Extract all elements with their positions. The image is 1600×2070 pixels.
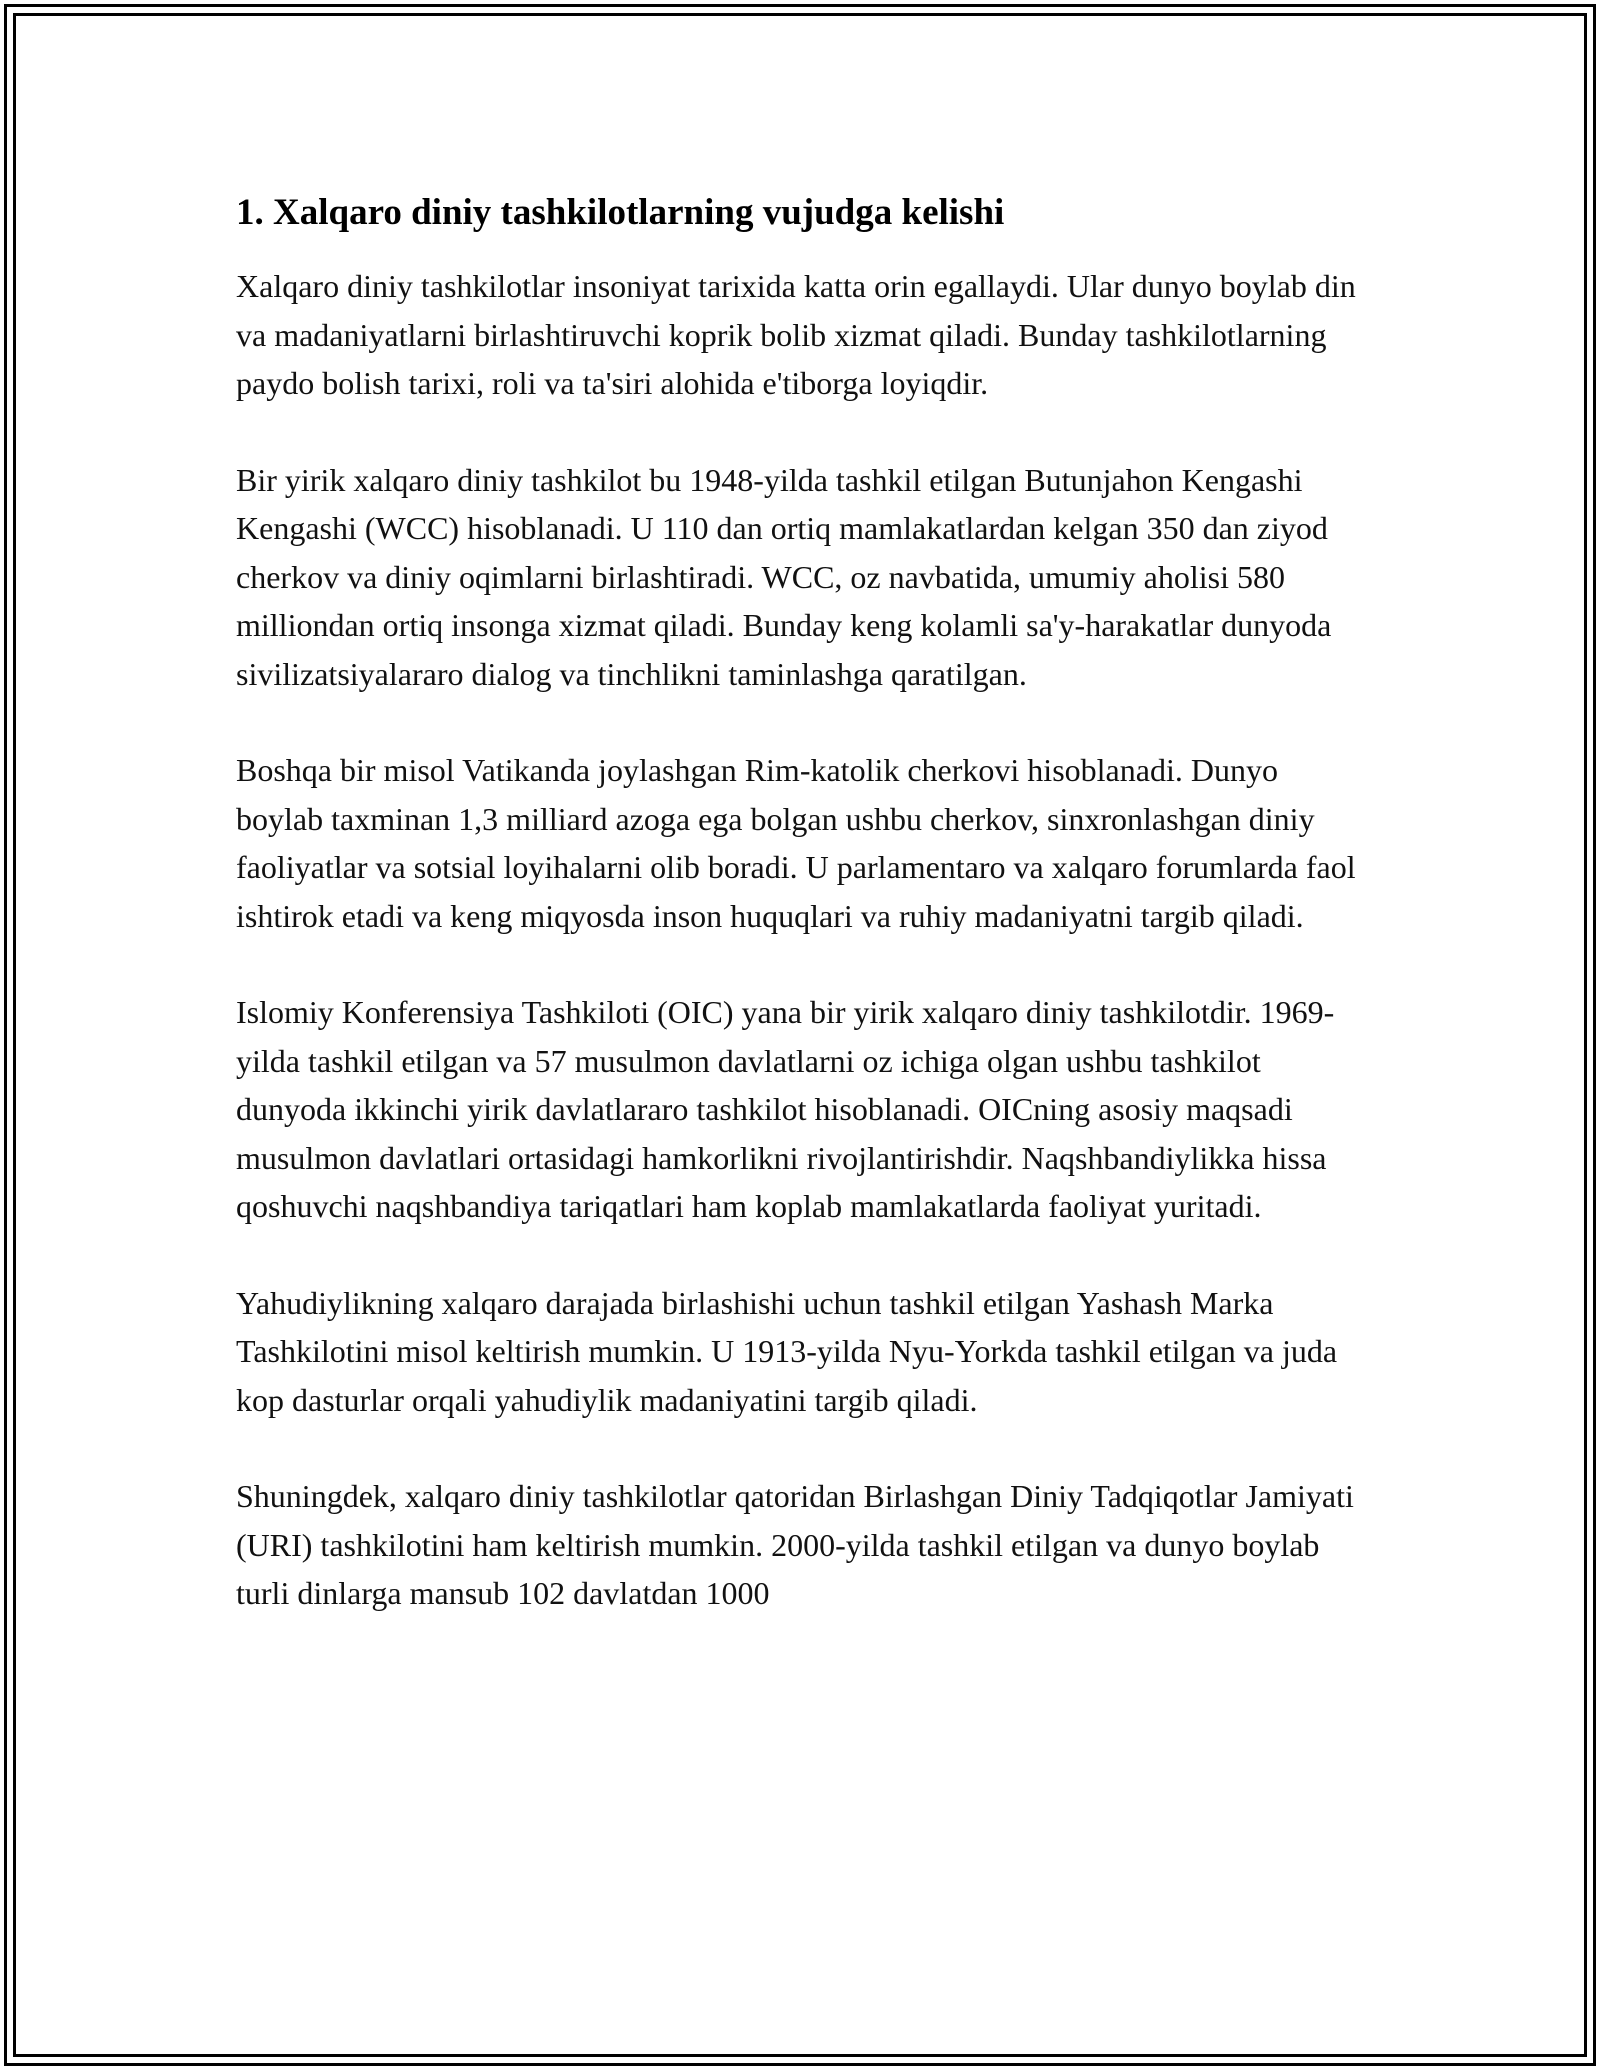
paragraph-5: Yahudiylikning xalqaro darajada birlashishi uchun tashkil etilgan Yashash Marka Tashkilotini misol keltirish mumkin. U 1913-yilda Nyu-Yorkda tashkil etilgan va juda kop dasturlar orqali yahudiylik madaniyatini targib qiladi. <box>236 1284 1338 1418</box>
paragraph-1: Xalqaro diniy tashkilotlar insoniyat tarixida katta orin egallaydi. Ular dunyo boylab din va madaniyatlarni birlashtiruvchi koprik bolib xizmat qiladi. Bunday tashkilotlarning paydo bolish tarixi, roli va ta'siri alohida e'tiborga loyiqdir. <box>236 268 1356 401</box>
paragraph-3: Boshqa bir misol Vatikanda joylashgan Rim-katolik cherkovi hisoblanadi. Dunyo boylab taxminan 1,3 milliard azoga ega bolgan ushbu cherkov, sinxronlashgan diniy faoliyatlar va sotsial loyihalarni olib boradi. U parlamentaro va xalqaro forumlarda faol ishtirok etadi va keng miqyosda inson huquqlari va ruhiy madaniyatni targib qiladi. <box>236 752 1356 934</box>
paragraph-2: Bir yirik xalqaro diniy tashkilot bu 1948-yilda tashkil etilgan Butunjahon Kengashi Kengashi (WCC) hisoblanadi. U 110 dan ortiq mamlakatlardan kelgan 350 dan ziyod cherkov va diniy oqimlarni birlashtiradi. WCC, oz navbatida, umumiy aholisi 580 milliondan ortiq insonga xizmat qiladi. Bunday keng kolamli sa'y-harakatlar dunyoda sivilizatsiyalararo dialog va tinchlikni taminlashga qaratilgan. <box>236 461 1332 692</box>
document-body <box>236 188 1366 1618</box>
section-heading: 1. Xalqaro diniy tashkilotlarning vujudga kelishi <box>236 192 1005 233</box>
paragraph-4: Islomiy Konferensiya Tashkiloti (OIC) yana bir yirik xalqaro diniy tashkilotdir. 1969-yilda tashkil etilgan va 57 musulmon davlatlarni oz ichiga olgan ushbu tashkilot dunyoda ikkinchi yirik davlatlararo tashkilot hisoblanadi. OICning asosiy maqsadi musulmon davlatlari ortasidagi hamkorlikni rivojlantirishdir. Naqshbandiylikka hissa qoshuvchi naqshbandiya tariqatlari ham koplab mamlakatlarda faoliyat yuritadi. <box>236 994 1335 1224</box>
paragraph-6: Shuningdek, xalqaro diniy tashkilotlar qatoridan Birlashgan Diniy Tadqiqotlar Jamiyati (URI) tashkilotini ham keltirish mumkin. 2000-yilda tashkil etilgan va dunyo boylab turli dinlarga mansub 102 davlatdan 1000 <box>236 1478 1354 1611</box>
